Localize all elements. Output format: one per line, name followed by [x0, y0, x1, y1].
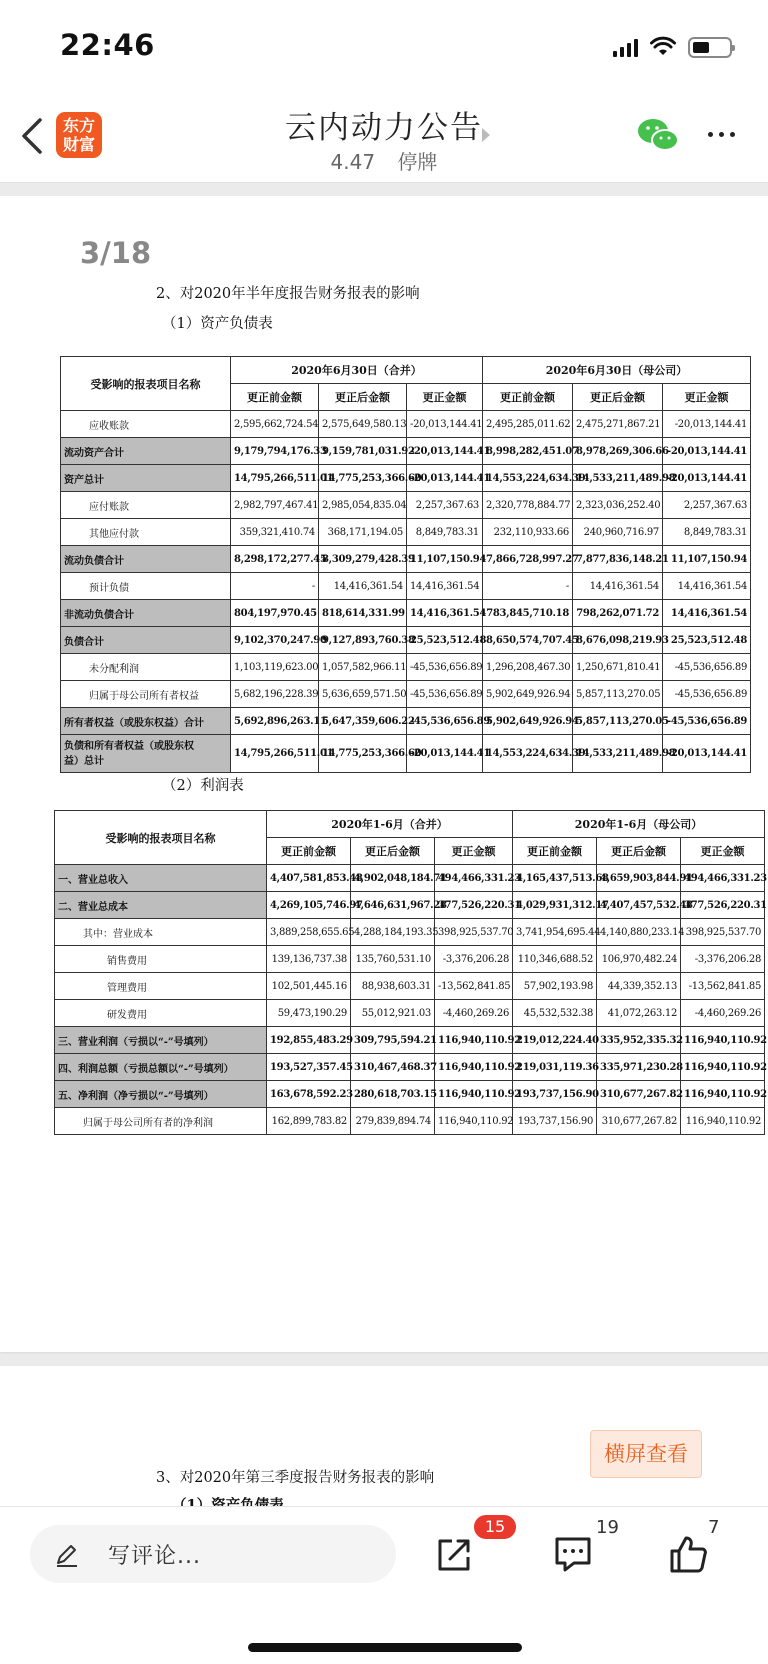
next-section-heading: 3、对2020年第三季度报告财务报表的影响 [156, 1470, 435, 1486]
table-cell: 116,940,110.92 [681, 1027, 765, 1054]
row-label: 非流动负债合计 [61, 600, 231, 627]
table-cell: 116,940,110.92 [681, 1054, 765, 1081]
table-cell: 377,526,220.31 [681, 892, 765, 919]
cellular-signal-icon [613, 37, 638, 57]
table-cell: 4,165,437,513.68 [513, 865, 597, 892]
table-row [55, 946, 765, 973]
table-cell: -45,536,656.89 [407, 681, 483, 708]
bottom-action-bar [0, 1506, 768, 1664]
table-cell: 116,940,110.92 [435, 1108, 513, 1135]
table-cell: 232,110,933.66 [483, 519, 573, 546]
table-row [61, 600, 751, 627]
item-name-header: 受影响的报表项目名称 [61, 357, 231, 411]
table-cell: 55,012,921.03 [351, 1000, 435, 1027]
comment-count: 19 [596, 1517, 619, 1538]
table-cell: 2,575,649,580.13 [319, 411, 407, 438]
table-cell: 8,978,269,306.66 [573, 438, 663, 465]
table-cell: 5,857,113,270.05 [573, 708, 663, 735]
column-header: 更正金额 [435, 838, 513, 865]
table-cell: 240,960,716.97 [573, 519, 663, 546]
table-cell: -45,536,656.89 [407, 654, 483, 681]
row-label: 管理费用 [55, 973, 267, 1000]
table-cell: -20,013,144.41 [407, 735, 483, 773]
table-cell: - [231, 573, 319, 600]
table-cell: 279,839,894.74 [351, 1108, 435, 1135]
row-label: 归属于母公司所有者的净利润 [55, 1108, 267, 1135]
battery-icon [688, 37, 732, 58]
row-label: 流动资产合计 [61, 438, 231, 465]
table-cell: -45,536,656.89 [407, 708, 483, 735]
table-row [61, 627, 751, 654]
table-cell: 219,031,119.36 [513, 1054, 597, 1081]
table-cell: -20,013,144.41 [663, 465, 751, 492]
comment-input[interactable] [30, 1525, 396, 1583]
table-cell: 14,775,253,366.60 [319, 465, 407, 492]
table-cell: 1,250,671,810.41 [573, 654, 663, 681]
status-bar [0, 0, 768, 92]
table-cell: 193,737,156.90 [513, 1108, 597, 1135]
row-label: 资产总计 [61, 465, 231, 492]
table-row [61, 708, 751, 735]
row-label: 四、利润总额（亏损总额以“-”号填列） [55, 1054, 267, 1081]
logo-text-top: 东方 [62, 116, 95, 135]
table-cell: -45,536,656.89 [663, 654, 751, 681]
table-row [55, 973, 765, 1000]
row-label: 其他应付款 [61, 519, 231, 546]
table-cell: 14,795,266,511.01 [231, 735, 319, 773]
parent-company-group-header: 2020年6月30日（母公司） [483, 357, 751, 384]
comment-placeholder: 写评论... [108, 1544, 201, 1569]
table-cell: 2,320,778,884.77 [483, 492, 573, 519]
table-cell: 8,849,783.31 [407, 519, 483, 546]
column-header: 更正前金额 [267, 838, 351, 865]
nav-bar [0, 92, 768, 183]
table-row [61, 492, 751, 519]
table-cell: 4,407,457,532.48 [597, 892, 681, 919]
table-cell: 8,849,783.31 [663, 519, 751, 546]
table-row [55, 1000, 765, 1027]
table-cell: 4,902,048,184.71 [351, 865, 435, 892]
table-cell: 2,257,367.63 [663, 492, 751, 519]
table-cell: 8,676,098,219.93 [573, 627, 663, 654]
table-cell: 9,102,370,247.90 [231, 627, 319, 654]
wifi-icon [650, 37, 676, 57]
income-statement-table [54, 810, 765, 1135]
table-cell: 8,298,172,277.45 [231, 546, 319, 573]
table-cell: 14,416,361.54 [407, 573, 483, 600]
table-row [55, 1027, 765, 1054]
table-cell: - [483, 573, 573, 600]
table-cell: 310,467,468.37 [351, 1054, 435, 1081]
table-cell: 5,682,196,228.39 [231, 681, 319, 708]
table-cell: 163,678,592.23 [267, 1081, 351, 1108]
table-cell: 359,321,410.74 [231, 519, 319, 546]
table-cell: 116,940,110.92 [681, 1081, 765, 1108]
table-cell: -20,013,144.41 [663, 438, 751, 465]
table-cell: 1,057,582,966.11 [319, 654, 407, 681]
column-header: 更正金额 [407, 384, 483, 411]
table-cell: 2,495,285,011.62 [483, 411, 573, 438]
page-indicator: 3/18 [80, 236, 152, 270]
row-label: 未分配利润 [61, 654, 231, 681]
landscape-view-button[interactable]: 横屏查看 [590, 1430, 702, 1478]
table-cell: 5,692,896,263.11 [231, 708, 319, 735]
page-title: 云内动力公告 [285, 110, 483, 146]
table-row [55, 1081, 765, 1108]
section-heading: 2、对2020年半年度报告财务报表的影响 [156, 286, 420, 302]
table-cell: 14,795,266,511.01 [231, 465, 319, 492]
table-cell: 4,140,880,233.14 [597, 919, 681, 946]
table-cell: 14,533,211,489.98 [573, 735, 663, 773]
table-row [55, 865, 765, 892]
table-cell: 2,595,662,724.54 [231, 411, 319, 438]
table-cell: 5,902,649,926.94 [483, 708, 573, 735]
table-cell: 59,473,190.29 [267, 1000, 351, 1027]
table-cell: 798,262,071.72 [573, 600, 663, 627]
table-cell: -3,376,206.28 [435, 946, 513, 973]
document-page-next[interactable] [0, 1366, 768, 1506]
table-row [61, 465, 751, 492]
table-cell: 192,855,483.29 [267, 1027, 351, 1054]
table-cell: 1,103,119,623.00 [231, 654, 319, 681]
table-cell: 368,171,194.05 [319, 519, 407, 546]
table-cell: 9,127,893,760.38 [319, 627, 407, 654]
document-page[interactable] [0, 196, 768, 1352]
like-count: 7 [708, 1517, 720, 1538]
table-cell: 7,877,836,148.21 [573, 546, 663, 573]
table-cell: 804,197,970.45 [231, 600, 319, 627]
pencil-icon [54, 1542, 80, 1568]
table-cell: 818,614,331.99 [319, 600, 407, 627]
table-cell: 335,952,335.32 [597, 1027, 681, 1054]
like-icon[interactable] [668, 1533, 710, 1575]
status-icons [613, 36, 732, 58]
table-row [61, 438, 751, 465]
table-cell: 135,760,531.10 [351, 946, 435, 973]
logo-text-bottom: 财富 [62, 135, 95, 154]
table-cell: 5,857,113,270.05 [573, 681, 663, 708]
table-cell: 44,339,352.13 [597, 973, 681, 1000]
row-label: 销售费用 [55, 946, 267, 973]
table-cell: 116,940,110.92 [681, 1108, 765, 1135]
table-cell: 398,925,537.70 [435, 919, 513, 946]
balance-sheet-table [60, 356, 751, 773]
table-cell: -13,562,841.85 [435, 973, 513, 1000]
home-indicator [248, 1643, 522, 1652]
column-header: 更正金额 [663, 384, 751, 411]
table-cell: 4,646,631,967.28 [351, 892, 435, 919]
table-cell: -20,013,144.41 [407, 465, 483, 492]
row-label: 其中：营业成本 [55, 919, 267, 946]
table-cell: 9,159,781,031.92 [319, 438, 407, 465]
column-header: 更正前金额 [231, 384, 319, 411]
table-row [61, 654, 751, 681]
table-row [55, 919, 765, 946]
table-cell: 25,523,512.48 [663, 627, 751, 654]
column-header: 更正后金额 [319, 384, 407, 411]
table-row [61, 546, 751, 573]
table-header-row [55, 811, 765, 838]
table-cell: 219,012,224.40 [513, 1027, 597, 1054]
table-cell: 14,416,361.54 [319, 573, 407, 600]
table-row [61, 573, 751, 600]
table-cell: 4,029,931,312.17 [513, 892, 597, 919]
table-cell: 280,618,703.15 [351, 1081, 435, 1108]
row-label: 所有者权益（或股东权益）合计 [61, 708, 231, 735]
consolidated-group-header: 2020年6月30日（合并） [231, 357, 483, 384]
table-cell: 2,985,054,835.04 [319, 492, 407, 519]
table-cell: 14,533,211,489.98 [573, 465, 663, 492]
table-cell: 9,179,794,176.33 [231, 438, 319, 465]
table-cell: -20,013,144.41 [663, 735, 751, 773]
stock-price: 4.47 [330, 150, 376, 174]
table-cell: 8,650,574,707.45 [483, 627, 573, 654]
table-cell: 4,659,903,844.91 [597, 865, 681, 892]
table-cell: -45,536,656.89 [663, 708, 751, 735]
table-cell: 14,416,361.54 [407, 600, 483, 627]
table-cell: 57,902,193.98 [513, 973, 597, 1000]
consolidated-group-header: 2020年1-6月（合并） [267, 811, 513, 838]
table-cell: 14,775,253,366.60 [319, 735, 407, 773]
table-header-row [61, 357, 751, 384]
table-cell: 5,902,649,926.94 [483, 681, 573, 708]
row-label: 三、营业利润（亏损以“-”号填列） [55, 1027, 267, 1054]
wechat-share-icon[interactable] [636, 116, 680, 154]
table-row [55, 1054, 765, 1081]
table-cell: 14,416,361.54 [663, 573, 751, 600]
table-cell: -3,376,206.28 [681, 946, 765, 973]
table-cell: 8,998,282,451.07 [483, 438, 573, 465]
column-header: 更正后金额 [597, 838, 681, 865]
table-cell: 14,416,361.54 [663, 600, 751, 627]
table-cell: -4,460,269.26 [681, 1000, 765, 1027]
column-header: 更正金额 [681, 838, 765, 865]
table-cell: 14,553,224,634.39 [483, 735, 573, 773]
table-row [55, 892, 765, 919]
table-cell: -20,013,144.41 [407, 411, 483, 438]
row-label: 应收账款 [61, 411, 231, 438]
row-label: 负债合计 [61, 627, 231, 654]
table-cell: 25,523,512.48 [407, 627, 483, 654]
table-cell: 494,466,331.23 [435, 865, 513, 892]
balance-sheet-heading: （1）资产负债表 [162, 316, 273, 332]
table-cell: 2,257,367.63 [407, 492, 483, 519]
share-count-badge: 15 [474, 1515, 516, 1539]
table-cell: 88,938,603.31 [351, 973, 435, 1000]
table-cell: 106,970,482.24 [597, 946, 681, 973]
table-cell: 45,532,532.38 [513, 1000, 597, 1027]
table-cell: 193,737,156.90 [513, 1081, 597, 1108]
table-cell: 11,107,150.94 [407, 546, 483, 573]
table-cell: 162,899,783.82 [267, 1108, 351, 1135]
table-cell: -13,562,841.85 [681, 973, 765, 1000]
row-label: 预计负债 [61, 573, 231, 600]
table-cell: 4,288,184,193.35 [351, 919, 435, 946]
table-cell: 2,982,797,467.41 [231, 492, 319, 519]
table-cell: 139,136,737.38 [267, 946, 351, 973]
row-label: 研发费用 [55, 1000, 267, 1027]
table-cell: 4,269,105,746.97 [267, 892, 351, 919]
table-cell: 193,527,357.45 [267, 1054, 351, 1081]
table-cell: 3,741,954,695.44 [513, 919, 597, 946]
stock-status: 停牌 [397, 150, 438, 174]
table-row [55, 1108, 765, 1135]
table-cell: 110,346,688.52 [513, 946, 597, 973]
table-cell: 116,940,110.92 [435, 1054, 513, 1081]
table-row [61, 411, 751, 438]
table-row [61, 735, 751, 773]
table-cell: -4,460,269.26 [435, 1000, 513, 1027]
column-header: 更正后金额 [351, 838, 435, 865]
table-cell: 783,845,710.18 [483, 600, 573, 627]
more-options-icon[interactable] [708, 132, 735, 137]
comment-icon[interactable] [552, 1533, 594, 1575]
table-cell: 116,940,110.92 [435, 1027, 513, 1054]
column-header: 更正前金额 [483, 384, 573, 411]
table-cell: 14,553,224,634.39 [483, 465, 573, 492]
row-label: 二、营业总成本 [55, 892, 267, 919]
table-cell: 398,925,537.70 [681, 919, 765, 946]
share-icon[interactable] [434, 1533, 476, 1575]
table-cell: -20,013,144.41 [663, 411, 751, 438]
table-cell: 377,526,220.31 [435, 892, 513, 919]
row-label: 五、净利润（净亏损以“-”号填列） [55, 1081, 267, 1108]
table-cell: 2,475,271,867.21 [573, 411, 663, 438]
row-label: 负债和所有者权益（或股东权 益）总计 [61, 735, 231, 773]
table-row [61, 681, 751, 708]
column-header: 更正前金额 [513, 838, 597, 865]
table-cell: 102,501,445.16 [267, 973, 351, 1000]
row-label: 流动负债合计 [61, 546, 231, 573]
parent-company-group-header: 2020年1-6月（母公司） [513, 811, 765, 838]
table-cell: 5,636,659,571.50 [319, 681, 407, 708]
table-cell: -45,536,656.89 [663, 681, 751, 708]
table-cell: 7,866,728,997.27 [483, 546, 573, 573]
table-cell: 3,889,258,655.65 [267, 919, 351, 946]
status-time: 22:46 [60, 28, 155, 62]
table-cell: 310,677,267.82 [597, 1081, 681, 1108]
row-label: 应付账款 [61, 492, 231, 519]
chevron-right-icon [482, 128, 490, 142]
table-cell: 41,072,263.12 [597, 1000, 681, 1027]
table-cell: 5,647,359,606.22 [319, 708, 407, 735]
item-name-header: 受影响的报表项目名称 [55, 811, 267, 865]
table-cell: 309,795,594.21 [351, 1027, 435, 1054]
table-cell: 14,416,361.54 [573, 573, 663, 600]
table-cell: 2,323,036,252.40 [573, 492, 663, 519]
table-cell: 11,107,150.94 [663, 546, 751, 573]
row-label: 归属于母公司所有者权益 [61, 681, 231, 708]
table-cell: 4,407,581,853.48 [267, 865, 351, 892]
income-statement-heading: （2）利润表 [162, 778, 244, 794]
table-cell: 1,296,208,467.30 [483, 654, 573, 681]
table-cell: 335,971,230.28 [597, 1054, 681, 1081]
table-row [61, 519, 751, 546]
table-cell: 494,466,331.23 [681, 865, 765, 892]
table-cell: 310,677,267.82 [597, 1108, 681, 1135]
column-header: 更正后金额 [573, 384, 663, 411]
table-cell: -20,013,144.41 [407, 438, 483, 465]
table-cell: 116,940,110.92 [435, 1081, 513, 1108]
row-label: 一、营业总收入 [55, 865, 267, 892]
table-cell: 8,309,279,428.39 [319, 546, 407, 573]
